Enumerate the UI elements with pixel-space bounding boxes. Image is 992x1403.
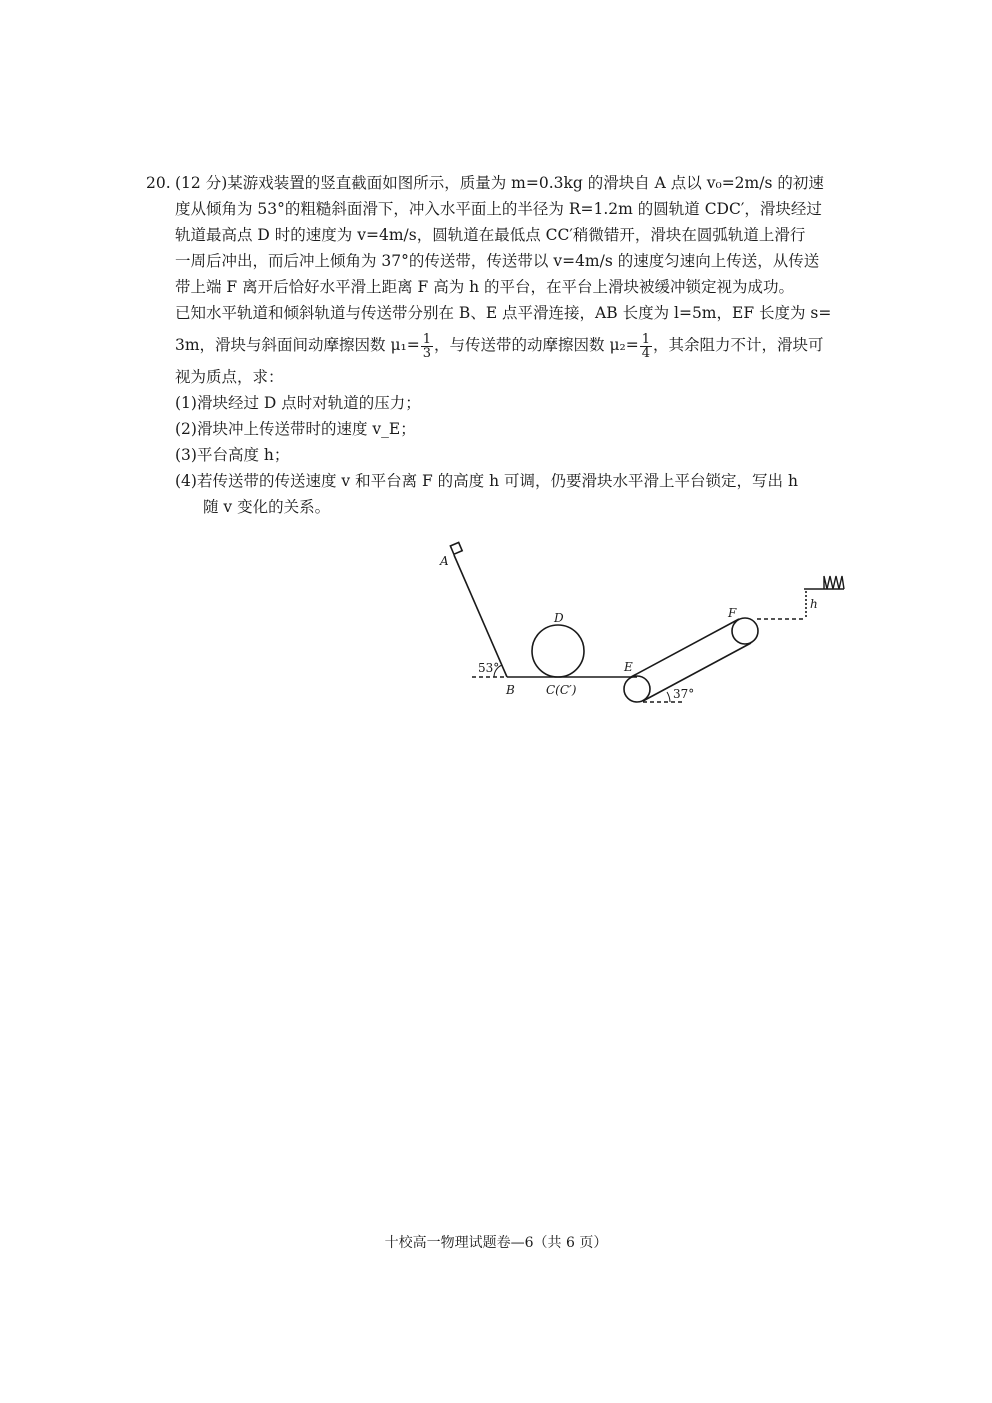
problem-line-1 — [146, 170, 866, 196]
incline-ab — [454, 555, 507, 677]
question-2: (2)滑块冲上传送带时的速度 v_E； — [175, 420, 416, 438]
mu2-fraction — [640, 333, 652, 360]
page-footer: 十校高一物理试题卷—6（共 6 页） — [384, 1235, 608, 1251]
label-b: B — [506, 683, 515, 697]
label-f: F — [728, 606, 737, 620]
question-3: (3)平台高度 h； — [175, 446, 290, 464]
mu1-numerator: 1 — [422, 331, 432, 347]
belt-pulley-top — [732, 618, 758, 644]
question-4-line-2: 随 v 变化的关系。 — [203, 498, 331, 516]
mu1-fraction — [421, 333, 433, 360]
spring-buffer — [824, 576, 844, 589]
problem-20 — [146, 170, 866, 520]
belt-pulley-bottom — [624, 676, 650, 702]
problem-line-6: 已知水平轨道和倾斜轨道与传送带分别在 B、E 点平滑连接，AB 长度为 l=5m，EF 长度为 s= — [175, 304, 832, 322]
problem-line-3: 轨道最高点 D 时的速度为 v=4m/s，圆轨道在最低点 CC′稍微错开，滑块在圆弧轨道上滑行 — [175, 226, 806, 244]
mu2-denominator: 4 — [641, 345, 651, 361]
circular-loop — [532, 625, 584, 677]
problem-text-7b: ，与传送带的动摩擦因数 μ₂= — [434, 336, 639, 354]
question-1: (1)滑块经过 D 点时对轨道的压力； — [175, 394, 421, 412]
angle-label-37: 37° — [673, 687, 695, 701]
problem-number: 20. — [146, 174, 171, 192]
belt-lower — [643, 643, 751, 701]
problem-line-8: 视为质点，求： — [175, 368, 284, 386]
mu2-numerator: 1 — [641, 331, 651, 347]
question-4-line-1: (4)若传送带的传送速度 v 和平台离 F 的高度 h 可调，仍要滑块水平滑上平台锁定，写出 h — [175, 472, 798, 490]
apparatus-diagram — [432, 538, 858, 708]
problem-text-7c: ，其余阻力不计，滑块可 — [653, 336, 824, 354]
label-h: h — [810, 597, 818, 611]
problem-text-7a: 3m，滑块与斜面间动摩擦因数 μ₁= — [175, 336, 420, 354]
belt-upper — [631, 619, 739, 677]
problem-line-4: 一周后冲出，而后冲上倾角为 37°的传送带，传送带以 v=4m/s 的速度匀速向上传送，从传送 — [175, 252, 820, 270]
problem-text-1: (12 分)某游戏装置的竖直截面如图所示，质量为 m=0.3kg 的滑块自 A 点以 v₀=2m/s 的初速 — [175, 174, 824, 192]
problem-line-2: 度从倾角为 53°的粗糙斜面滑下，冲入水平面上的半径为 R=1.2m 的圆轨道 CDC′，滑块经过 — [175, 200, 822, 218]
mu1-denominator: 3 — [422, 345, 432, 361]
label-c: C(C′) — [546, 683, 577, 697]
angle-arc-37 — [667, 692, 670, 702]
slider-block — [450, 542, 462, 554]
problem-line-7 — [146, 326, 866, 364]
label-e: E — [624, 660, 633, 674]
problem-line-5: 带上端 F 离开后恰好水平滑上距离 F 高为 h 的平台，在平台上滑块被缓冲锁定视为成功。 — [175, 278, 795, 296]
label-d: D — [554, 611, 564, 625]
angle-label-53: 53° — [478, 661, 500, 675]
label-a: A — [440, 554, 449, 568]
